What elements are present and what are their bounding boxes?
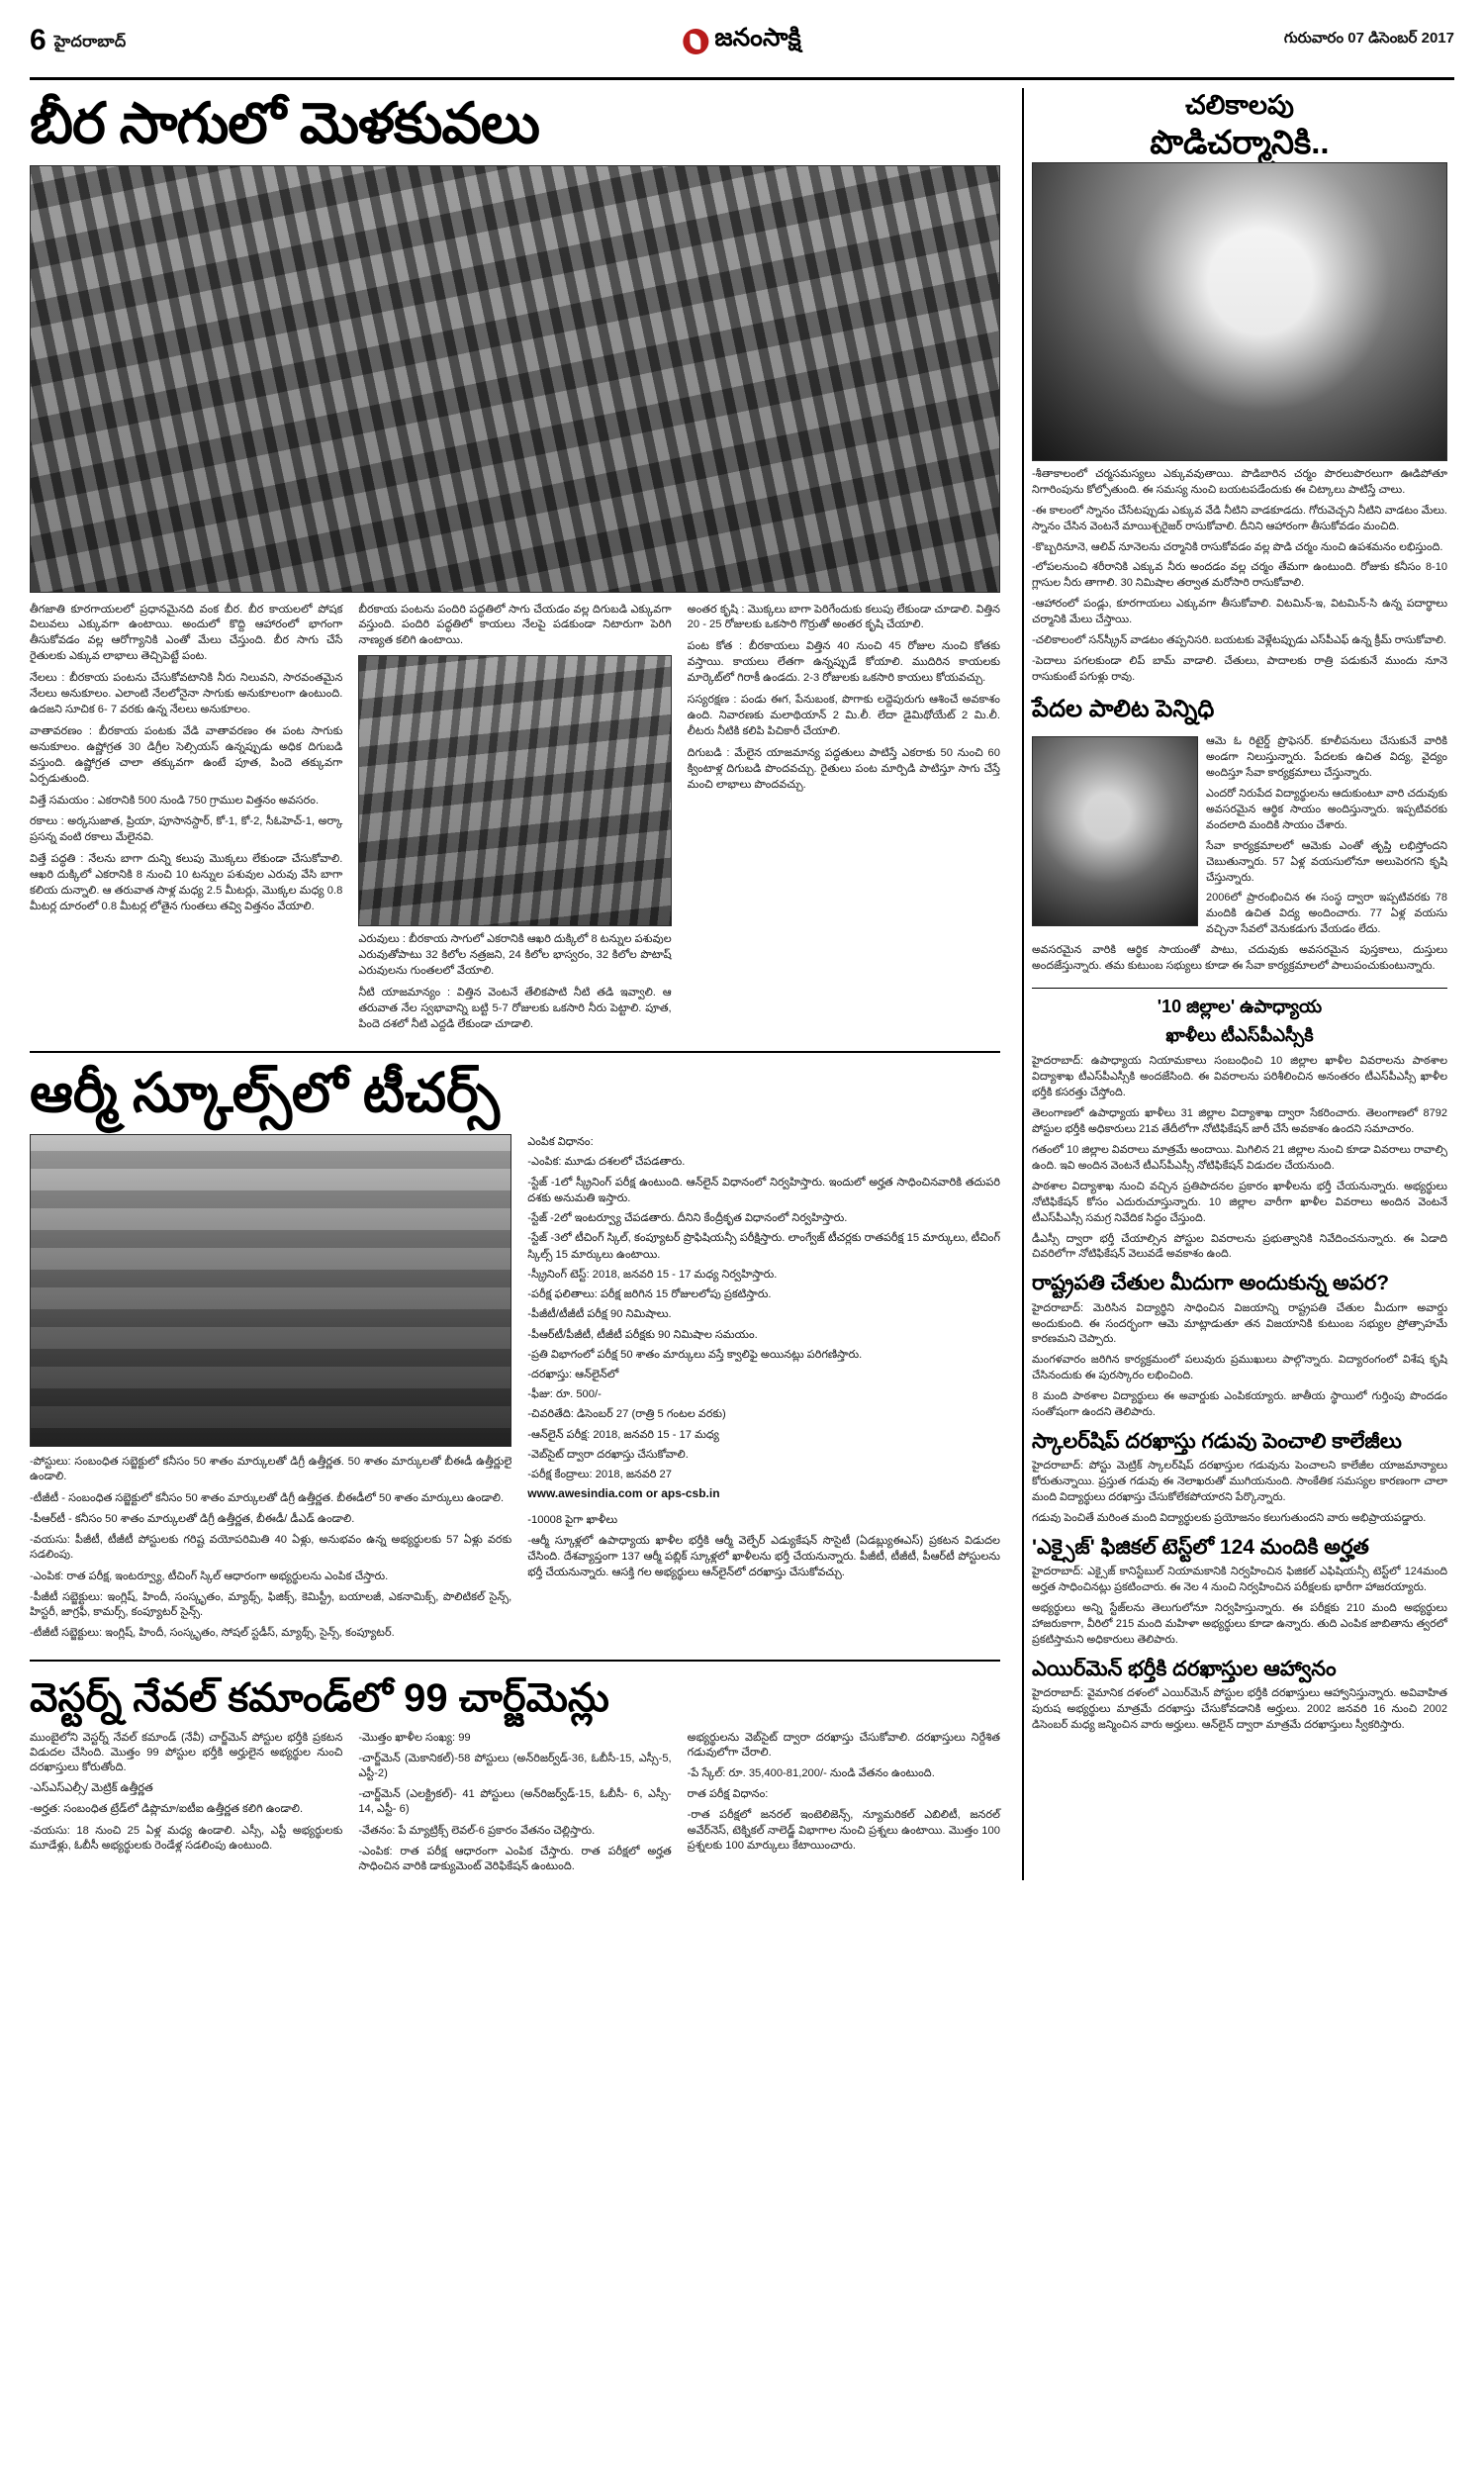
- airmen-story-title: ఎయిర్‌మెన్ భర్తీకి దరఖాస్తుల ఆహ్వానం: [1032, 1657, 1337, 1680]
- list-item: -పోస్టులు: సంబంధిత సబ్జెక్టులో కనీసం 50 శాతం మార్కులతో డిగ్రీ ఉత్తీర్ణత. 50 శాతం మార్కులతో బీఈడీ ఉత్తీర్ణులై ఉండాలి.: [30, 1456, 512, 1483]
- list-item: -స్టేజ్ -3లో టీచింగ్ స్కిల్, కంప్యూటర్ ప్రొఫిషియన్సీ పరీక్షిస్తారు. లాంగ్వేజ్ టీచర్లకు రాతపరీక్ష 15 మార్కులు, టీచింగ్ స్కిల్స్ 15 మార్కులు ఉంటాయి.: [527, 1232, 1000, 1261]
- story-excise-physical-test: [1032, 1535, 1447, 1649]
- scholarship-story-title: స్కాలర్‌షిప్ దరఖాస్తు గడువు పెంచాలి కాలేజీలు: [1032, 1430, 1402, 1454]
- paragraph: పాఠశాల విద్యాశాఖ నుంచి వచ్చిన ప్రతిపాదనల ప్రకారం ఖాళీలను భర్తీ చేయనున్నారు. అభ్యర్థులు నోటిఫికేషన్ కోసం ఎదురుచూస్తున్నారు. 10 జిల్లాల వారీగా ఖాళీల వివరాలు అందిన వెంటనే టీఎస్‌పీఎస్సీ సమగ్ర నివేదిక సిద్ధం చేస్తుంది.: [1032, 1180, 1447, 1224]
- paragraph: వాతావరణం : బీరకాయ పంటకు వేడి వాతావరణం ఈ పంట సాగుకు అనుకూలం. ఉష్ణోగ్రత 30 డిగ్రీల సెల్సియస్ ఉన్నప్పుడు అధిక దిగుబడి వస్తుంది. ఉష్ణోగ్రత చాలా తక్కువగా ఉంటే పూత, పిందె తక్కువగా ఏర్పడుతుంది.: [30, 724, 343, 785]
- paragraph: అవసరమైన వారికి ఆర్థిక సాయంతో పాటు, చదువుకు అవసరమైన పుస్తకాలు, దుస్తులు అందజేస్తున్నారు. తమ కుటుంబ సభ్యులు కూడా ఈ సేవా కార్యక్రమాలలో పాలుపంచుకుంటున్నారు.: [1032, 944, 1447, 973]
- list-item: -ఎంపిక: మూడు దశలలో చేపడతారు.: [527, 1156, 686, 1169]
- paragraph: సేవా కార్యక్రమాలలో ఆమెకు ఎంతో తృప్తి లభిస్తోందని చెబుతున్నారు. 57 ఏళ్ల వయసులోనూ అలుపెరగని కృషి చేస్తున్నారు.: [1206, 839, 1447, 884]
- list-item: -వేతనం: పే మ్యాట్రిక్స్ లెవల్-6 ప్రకారం వేతనం చెల్లిస్తారు.: [358, 1824, 596, 1837]
- paragraph: విత్తే పద్ధతి : నేలను బాగా దున్ని కలుపు మొక్కలు లేకుండా చేసుకోవాలి. ఆఖరి దుక్కిలో ఎకరానికి 8 నుంచి 10 టన్నుల పశువుల ఎరువు వేసి బాగా కలియ దున్నాలి. ఆ తరువాత సాళ్ల మధ్య 2.5 మీటర్లు, మొక్కల మధ్య 0.8 మీటర్ల దూరంలో 0.8 మీటర్ల లోతైన గుంతలు తవ్వి విత్తనం వేయాలి.: [30, 853, 343, 912]
- paragraph: తీగజాతి కూరగాయలలో ప్రధానమైనది వంక బీర. బీర కాయలలో పోషక విలువలు ఎక్కువగా ఉంటాయి. అందులో కొద్ది ఆహారంలో భాగంగా తీసుకోవడం వల్ల ఆరోగ్యానికి ఎంతో మేలు చేస్తుంది. బీర సాగు చేసే రైతులకు ఎక్కువ లాభాలు తెచ్చిపెట్టే పంట.: [30, 603, 343, 663]
- city-edition-label: హైదరాబాద్: [53, 34, 127, 50]
- list-item: -టీజీటీ - సంబంధిత సబ్జెక్టులో కనీసం 50 శాతం మార్కులతో డిగ్రీ ఉత్తీర్ణత. బీఈడీలో 50 శాతం మార్కులు ఉండాలి.: [30, 1491, 505, 1504]
- story3-col2: [358, 1731, 671, 1881]
- left-zone: [30, 88, 1014, 1880]
- excise-story-title: 'ఎక్సైజ్' ఫిజికల్ టెస్ట్‌లో 124 మందికి అర్హత: [1032, 1536, 1369, 1560]
- paragraph: హైదరాబాద్: పోస్టు మెట్రిక్ స్కాలర్‌షిప్ దరఖాస్తుల గడువును పెంచాలని కాలేజీల యాజమాన్యాలు కోరుతున్నాయి. ప్రస్తుత గడువు ఈ నెలాఖరుతో ముగియనుంది. సాంకేతిక సమస్యల కారణంగా చాలా మంది విద్యార్థులు దరఖాస్తు చేసుకోలేకపోయారని పేర్కొన్నారు.: [1032, 1460, 1447, 1504]
- story-army-schools: [30, 1063, 1000, 1648]
- story2-col-left: [30, 1134, 511, 1647]
- paragraph: అంతర కృషి : మొక్కలు బాగా పెరిగేందుకు కలుపు లేకుండా చూడాలి. విత్తిన 20 - 25 రోజులకు ఒకసారి గొర్రుతో అంతర కృషి చేయాలి.: [687, 603, 1000, 631]
- right-zone: [1032, 88, 1447, 1880]
- story-airmen-recruitment: [1032, 1657, 1447, 1734]
- list-item: -ఎస్ఎస్ఎల్సీ/ మెట్రిక్ ఉత్తీర్ణత: [30, 1782, 153, 1795]
- page-number: 6: [30, 24, 46, 56]
- list-item: -స్టేజ్ -1లో స్క్రీనింగ్ పరీక్ష ఉంటుంది. ఆన్‌లైన్ విధానంలో నిర్వహిస్తారు. ఇందులో అర్హత సాధించినవారికి తదుపరి దశకు అనుమతి ఇస్తారు.: [527, 1176, 1000, 1204]
- paragraph: 8 మంది పాఠశాల విద్యార్థులు ఈ అవార్డుకు ఎంపికయ్యారు. జాతీయ స్థాయిలో గుర్తింపు పొందడం సంతోషంగా ఉందని తెలిపారు.: [1032, 1390, 1447, 1419]
- list-item: -ఎంపిక: రాత పరీక్ష ఆధారంగా ఎంపిక చేస్తారు. రాత పరీక్షలో అర్హత సాధించిన వారికి డాక్యుమెంట్ వెరిఫికేషన్ ఉంటుంది.: [358, 1845, 672, 1873]
- list-item: -ఆన్‌లైన్ పరీక్ష: 2018, జనవరి 15 - 17 మధ్య: [527, 1428, 719, 1441]
- date-line: గురువారం 07 డిసెంబర్ 2017: [1283, 30, 1454, 47]
- list-item: -వెబ్‌సైట్ ద్వారా దరఖాస్తు చేసుకోవాలి.: [527, 1448, 689, 1461]
- paragraph: ఎందరో నిరుపేద విద్యార్థులను ఆదుకుంటూ వారి చదువుకు అవసరమైన ఆర్థిక సాయం అందిస్తున్నారు. ఇప్పటివరకు వందలాది మందికి సాయం చేశారు.: [1206, 787, 1447, 831]
- paragraph: నేలలు : బీరకాయ పంటను చేసుకోవటానికి నీరు నిలువని, సారవంతమైన నేలలు అనుకూలం. ఎలాంటి నేలలోనైనా సాగుకు అనుకూలంగా ఉంటుంది. ఉదజని సూచిక 6- 7 వరకు ఉన్న నేలలు అనుకూలం.: [30, 672, 343, 715]
- application-website-link[interactable]: www.awesindia.com or aps-csb.in: [527, 1486, 720, 1501]
- penni-story-photo-wrap: [1032, 736, 1198, 926]
- story-scholarship-deadline: [1032, 1429, 1447, 1527]
- story3-headline: వెస్టర్న్ నేవల్ కమాండ్‌లో 99 చార్జ్‌మెన్లు: [30, 1675, 609, 1720]
- list-item: -అర్హత: సంబంధిత ట్రేడ్‌లో డిప్లొమా/ఐటీఐ ఉత్తీర్ణత కలిగి ఉండాలి.: [30, 1803, 304, 1816]
- paragraph: బీరకాయ పంటను పందిరి పద్ధతిలో సాగు చేయడం వల్ల దిగుబడి ఎక్కువగా వస్తుంది. పందిరి పద్ధతిలో కాయలు నేలపై పడకుండా నిటారుగా పెరిగి నాణ్యత కలిగి ఉంటాయి.: [358, 603, 672, 647]
- list-item: -పరీక్ష ఫలితాలు: పరీక్ష జరిగిన 15 రోజులలోపు ప్రకటిస్తారు.: [527, 1288, 772, 1301]
- story2-columns: [30, 1134, 1000, 1647]
- section-divider: [30, 1660, 1000, 1662]
- list-item: -ఎంపిక: రాత పరీక్ష, ఇంటర్వ్యూ, టీచింగ్ స్కిల్ ఆధారంగా అభ్యర్థులను ఎంపిక చేస్తారు.: [30, 1570, 389, 1582]
- list-item: -వయసు: పీజీటీ, టీజీటీ పోస్టులకు గరిష్ట వయోపరిమితి 40 ఏళ్లు, అనుభవం ఉన్న అభ్యర్థులకు 57 ఏళ్లు వరకు సడలింపు.: [30, 1534, 512, 1562]
- list-item: -మొత్తం ఖాళీల సంఖ్య: 99: [358, 1731, 471, 1744]
- rashtrapati-story-title: రాష్ట్రపతి చేతుల మీదుగా అందుకున్న అపర?: [1032, 1272, 1390, 1295]
- paragraph: తెలంగాణలో ఉపాధ్యాయ ఖాళీలు 31 జిల్లాల విద్యాశాఖ ద్వారా సేకరించారు. తెలంగాణలో 8792 పోస్టుల భర్తీకి అధికారులు 21వ తేదీలోగా నోటిఫికేషన్ జారీ చేసే అవకాశం ఉందని సమాచారం.: [1032, 1106, 1447, 1135]
- section-divider: [30, 1051, 1000, 1053]
- list-item: -దరఖాస్తు: ఆన్‌లైన్‌లో: [527, 1369, 619, 1381]
- paragraph: -శీతాకాలంలో చర్మసమస్యలు ఎక్కువవుతాయి. పొడిబారిన చర్మం పొరలుపొరలుగా ఊడిపోతూ నిగారింపును కోల్పోతుంది. ఈ సమస్య నుంచి బయటపడేందుకు ఈ చిట్కాలు పాటిస్తే చాలు.: [1032, 467, 1447, 496]
- paragraph: హైదరాబాద్: ఉపాధ్యాయ నియామకాలు సంబంధించి 10 జిల్లాల ఖాళీల వివరాలను పాఠశాల విద్యాశాఖ టీఎస్‌పీఎస్సీకి అందజేసింది. ఈ వివరాలను పరిశీలించిన అనంతరం టీఎస్‌పీఎస్సీ ఖాళీల భర్తీకి కసరత్తు చేస్తోంది.: [1032, 1055, 1447, 1099]
- story2-headline: ఆర్మీ స్కూల్స్‌లో టీచర్స్: [30, 1061, 500, 1123]
- list-item: -ప్రతి విభాగంలో పరీక్ష 50 శాతం మార్కులు వస్తే క్వాలిఫై అయినట్లు పరిగణిస్తారు.: [527, 1348, 863, 1361]
- list-item: -పరీక్ష కేంద్రాలు: 2018, జనవరి 27: [527, 1469, 672, 1481]
- paragraph: డీఎస్సీ ద్వారా భర్తీ చేయాల్సిన పోస్టుల వివరాలను ప్రభుత్వానికి నివేదించనున్నారు. ఈ ఏడాది చివరిలోగా నోటిఫికేషన్ వెలువడే అవకాశం ఉంది.: [1032, 1232, 1447, 1261]
- paragraph: -కొబ్బరినూనె, ఆలివ్ నూనెలను చర్మానికి రాసుకోవడం వల్ల పొడి చర్మం నుంచి ఉపశమనం లభిస్తుంది.: [1032, 540, 1443, 553]
- story1-headline: బీర సాగులో మెళకువలు: [30, 92, 540, 155]
- paragraph: హైదరాబాద్: వైమానిక దళంలో ఎయిర్‌మెన్ పోస్టుల భర్తీకి దరఖాస్తులు ఆహ్వానిస్తున్నారు. అవివాహిత పురుష అభ్యర్థులు మాత్రమే దరఖాస్తు చేసుకోవడానికి అర్హులు. 2002 జనవరి 16 నుంచి 2002 డిసెంబర్ మధ్య జన్మించిన వారు అర్హులు. ఆన్‌లైన్ ద్వారా మాత్రమే దరఖాస్తులు స్వీకరిస్తారు.: [1032, 1687, 1447, 1732]
- list-item: -పే స్కేల్: రూ. 35,400-81,200/- నుండి వేతనం ఉంటుంది.: [687, 1767, 935, 1780]
- section-divider: [1032, 988, 1447, 989]
- paragraph: ఆమె ఓ రిటైర్డ్ ప్రొఫెసర్. కూలీపనులు చేసుకునే వారికి అండగా నిలుస్తున్నారు. పేదలకు ఉచిత విద్య, వైద్యం అందిస్తూ సేవా కార్యక్రమాలు చేస్తున్నారు.: [1206, 735, 1447, 779]
- story-tspsc-vacancies: [1032, 997, 1447, 1263]
- list-item: -10008 పైగా ఖాళీలు: [527, 1514, 618, 1527]
- list-item: ఎంపిక విధానం:: [527, 1136, 594, 1149]
- skin-story-headline: పొడిచర్మానికి..: [1150, 123, 1330, 160]
- paragraph: 2006లో ప్రారంభించిన ఈ సంస్థ ద్వారా ఇప్పటివరకు 78 మందికి ఉచిత విద్య అందించారు. 77 ఏళ్ల వయసు వచ్చినా సేవలో వెనుకడుగు వేయడం లేదు.: [1206, 892, 1447, 936]
- page-body: [30, 88, 1454, 1880]
- list-item: -రాత పరీక్షలో జనరల్ ఇంటెలిజెన్స్, న్యూమరికల్ ఎబిలిటీ, జనరల్ అవేర్‌నెస్, టెక్నికల్ నాలెడ్జ్ విభాగాల నుంచి ప్రశ్నలు ఉంటాయి. మొత్తం 100 ప్రశ్నలకు 100 మార్కులు కేటాయించారు.: [687, 1809, 1000, 1852]
- paragraph: మంగళవారం జరిగిన కార్యక్రమంలో పలువురు ప్రముఖులు పాల్గొన్నారు. విద్యారంగంలో విశేష కృషి చేసినందుకు ఈ పురస్కారం లభించింది.: [1032, 1354, 1447, 1382]
- paragraph: అభ్యర్థులను వెబ్‌సైట్ ద్వారా దరఖాస్తు చేసుకోవాలి. దరఖాస్తులు నిర్దేశిత గడువులోగా చేరాలి.: [687, 1731, 1000, 1759]
- list-item: -ఆర్మీ స్కూళ్లలో ఉపాధ్యాయ ఖాళీల భర్తీకి ఆర్మీ వెల్ఫేర్ ఎడ్యుకేషన్ సొసైటీ (ఏడబ్ల్యుఈఎస్) ప్రకటన విడుదల చేసింది. దేశవ్యాప్తంగా 137 ఆర్మీ పబ్లిక్ స్కూళ్లలో ఖాళీలను భర్తీ చేయనున్నారు. పీజీటీ, టీజీటీ, పీఆర్‌టీ పోస్టులను భర్తీ చేయనున్నారు. ఆసక్తి గల అభ్యర్థులు ఆన్‌లైన్‌లో దరఖాస్తు చేసుకోవచ్చు.: [527, 1534, 1000, 1579]
- story3-col3: [688, 1731, 1000, 1881]
- paragraph: హైదరాబాద్: ఎక్సైజ్ కానిస్టేబుల్ నియామకానికి నిర్వహించిన ఫిజికల్ ఎఫిషియన్సీ టెస్ట్‌లో 124మంది అర్హత సాధించినట్లు ప్రకటించారు. ఈ నెల 4 నుంచి నిర్వహించిన పరీక్షలకు భారీగా హాజరయ్యారు.: [1032, 1566, 1447, 1594]
- story1-col1: [30, 603, 342, 1039]
- story-western-naval-command: [30, 1675, 1000, 1881]
- story-pedala-penniidhi: [1032, 696, 1447, 980]
- penni-story-title: పేదల పాలిట పెన్నిధి: [1032, 696, 1215, 723]
- paragraph: సస్యరక్షణ : పండు ఈగ, పేనుబంక, పొగాకు లద్దెపురుగు ఆశించే అవకాశం ఉంది. నివారణకు మలాథియాన్ 2 మి.లీ. లేదా డైమిథోయేట్ 2 మి.లీ. లీటరు నీటికి కలిపి పిచికారీ చేయాలి.: [687, 694, 1000, 737]
- list-item: -చార్జ్‌మెన్ (మెకానికల్)-58 పోస్టులు (అన్‌రిజర్వ్‌డ్-36, ఓబీసీ-15, ఎస్సీ-5, ఎస్టీ-2): [358, 1752, 672, 1780]
- penni-story-photo-speaker: [1032, 736, 1198, 926]
- list-item: -పీఆర్‌టీ/పీజీటీ, టీజీటీ పరీక్షకు 90 నిమిషాల సమయం.: [527, 1328, 758, 1341]
- paragraph: విత్తే సమయం : ఎకరానికి 500 నుండి 750 గ్రాముల విత్తనం అవసరం.: [30, 794, 320, 807]
- list-item: -వయసు: 18 నుంచి 25 ఏళ్ల మధ్య ఉండాలి. ఎస్సీ, ఎస్టీ అభ్యర్థులకు మూడేళ్లు, ఓబీసీ అభ్యర్థులకు రెండేళ్ల సడలింపు ఉంటుంది.: [30, 1824, 343, 1852]
- story-beera-cultivation: [30, 94, 1000, 1039]
- paragraph: గతంలో 10 జిల్లాల వివరాలు మాత్రమే అందాయి. మిగిలిన 21 జిల్లాల నుంచి కూడా వివరాలు రావాల్సి ఉంది. ఇవి అందిన వెంటనే టీఎస్‌పీఎస్సీ నోటిఫికేషన్ విడుదల చేయనుంది.: [1032, 1143, 1447, 1172]
- newspaper-logo-icon: [683, 29, 708, 54]
- list-item: -చార్జ్‌మెన్ (ఎలక్ట్రికల్)- 41 పోస్టులు (అన్‌రిజర్వ్‌డ్-15, ఓబీసీ- 6, ఎస్సీ- 14, ఎస్టీ- 6): [358, 1788, 672, 1816]
- list-item: -స్క్రీనింగ్ టెస్ట్: 2018, జనవరి 15 - 17 మధ్య నిర్వహిస్తారు.: [527, 1268, 778, 1281]
- paragraph: -పెదాలు పగలకుండా లిప్ బామ్ వాడాలి. చేతులు, పాదాలకు రాత్రి పడుకునే ముందు నూనె రాసుకుంటే పగుళ్లు రావు.: [1032, 655, 1447, 684]
- paragraph: గడువు పెంచితే మరింత మంది విద్యార్థులకు ప్రయోజనం కలుగుతుందని వారు అభిప్రాయపడ్డారు.: [1032, 1512, 1427, 1525]
- paragraph: దిగుబడి : మేలైన యాజమాన్య పద్ధతులు పాటిస్తే ఎకరాకు 50 నుంచి 60 క్వింటాళ్ల దిగుబడి పొందవచ్చు. రైతులు పంట మార్పిడి పాటిస్తూ సాగు చేస్తే మంచి లాభాలు పొందవచ్చు.: [687, 746, 1000, 791]
- story-rashtrapati-award: [1032, 1271, 1447, 1421]
- paragraph: -ఆహారంలో పండ్లు, కూరగాయలు ఎక్కువగా తీసుకోవాలి. విటమిన్-ఇ, విటమిన్-సి ఉన్న పదార్థాలు చర్మానికి మేలు చేస్తాయి.: [1032, 598, 1447, 626]
- list-item: -పీజీటీ సబ్జెక్టులు: ఇంగ్లిష్, హిందీ, సంస్కృతం, మ్యాథ్స్, ఫిజిక్స్, కెమిస్ట్రీ, బయాలజీ, ఎకనామిక్స్, పొలిటికల్ సైన్స్, హిస్టరీ, జాగ్రఫీ, కామర్స్, కంప్యూటర్ సైన్స్.: [30, 1590, 512, 1619]
- story1-columns: [30, 603, 1000, 1039]
- list-item: -చివరితేది: డిసెంబర్ 27 (రాత్రి 5 గంటల వరకు): [527, 1408, 726, 1421]
- story2-photo-classroom: [30, 1134, 511, 1447]
- column-divider: [1022, 88, 1024, 1880]
- masthead-left: [30, 26, 126, 57]
- subheading: రాత పరీక్ష విధానం:: [687, 1788, 769, 1801]
- story1-col3: [688, 603, 1000, 1039]
- paragraph: పంట కోత : బీరకాయలు విత్తిన 40 నుంచి 45 రోజుల నుంచి కోతకు వస్తాయి. కాయలు లేతగా ఉన్నప్పుడే కోయాలి. ముదిరిన కాయలకు మార్కెట్‌లో గిరాకీ ఉండదు. 2-3 రోజులకు ఒకసారి కాయలు కోయవచ్చు.: [687, 640, 1000, 685]
- list-item: -స్టేజ్ -2లో ఇంటర్వ్యూ చేపడతారు. దీనిని కేంద్రీకృత విధానంలో నిర్వహిస్తారు.: [527, 1212, 848, 1225]
- paragraph: హైదరాబాద్: మెరిసిన విద్యార్థిని సాధించిన విజయాన్ని రాష్ట్రపతి చేతుల మీదుగా అవార్డు అందుకుంది. ఈ సందర్భంగా ఆమె మాట్లాడుతూ తన విజయానికి కుటుంబ సభ్యుల ప్రోత్సాహమే కారణమని చెప్పారు.: [1032, 1301, 1447, 1346]
- newspaper-title: జనంసాక్షి: [714, 24, 801, 51]
- paragraph: అభ్యర్థులు అన్ని స్టేజ్‌లను తెలుగులోనూ నిర్వహిస్తున్నారు. ఈ పరీక్షకు 210 మంది అభ్యర్థులు హాజరుకాగా, వీరిలో 215 మంది మహిళా అభ్యర్థులు కూడా ఉన్నారు. తుది ఎంపిక జాబితాను త్వరలో ప్రకటిస్తామని అధికారులు తెలిపారు.: [1032, 1602, 1447, 1647]
- story1-col2: [358, 603, 671, 1039]
- masthead-logo: [683, 24, 800, 58]
- tspsc-kicker-line2: ఖాళీలు టీఎస్‌పీఎస్సీకి: [1165, 1025, 1314, 1046]
- story-winter-skin: [1032, 90, 1447, 686]
- story3-columns: [30, 1731, 1000, 1881]
- paragraph: -లోపలనుంచి శరీరానికి ఎక్కువ నీరు అందడం వల్ల చర్మం తేమగా ఉంటుంది. రోజుకు కనీసం 8-10 గ్లాసుల నీరు తాగాలి. 30 నిమిషాల తర్వాత మరోసారి రాసుకోవాలి.: [1032, 561, 1447, 590]
- story2-col-mid: [527, 1134, 1000, 1647]
- paragraph: -చలికాలంలో సన్‌స్క్రీన్ వాడటం తప్పనిసరి. బయటకు వెళ్లేటప్పుడు ఎస్‌పీఎఫ్ ఉన్న క్రీమ్ రాసుకోవాలి.: [1032, 634, 1446, 647]
- list-item: -టీజీటీ సబ్జెక్టులు: ఇంగ్లిష్, హిందీ, సంస్కృతం, సోషల్ స్టడీస్, మ్యాథ్స్, సైన్స్, కంప్యూటర్.: [30, 1627, 395, 1640]
- tspsc-kicker-line1: '10 జిల్లాల' ఉపాధ్యాయ: [1157, 997, 1323, 1017]
- paragraph: ముంబైలోని వెస్టర్న్ నేవల్ కమాండ్ (నేవీ) చార్జ్‌మెన్ పోస్టుల భర్తీకి ప్రకటన విడుదల చేసింది. మొత్తం 99 పోస్టుల భర్తీకి అర్హులైన అభ్యర్థుల నుంచి దరఖాస్తులు కోరుతోంది.: [30, 1731, 343, 1774]
- list-item: -ఫీజు: రూ. 500/-: [527, 1388, 602, 1401]
- paragraph: -ఈ కాలంలో స్నానం చేసేటప్పుడు ఎక్కువ వేడి నీటిని వాడకూడదు. గోరువెచ్చని నీటిని వాడటం మేలు. స్నానం చేసిన వెంటనే మాయిశ్చరైజర్ రాసుకోవాలి. దీనిని ఆహారంగా తీసుకోవడం మంచిది.: [1032, 504, 1447, 532]
- paragraph: నీటి యాజమాన్యం : విత్తిన వెంటనే తేలికపాటి నీటి తడి ఇవ్వాలి. ఆ తరువాత నేల స్వభావాన్ని బట్టి 5-7 రోజులకు ఒకసారి నీరు పెట్టాలి. పూత, పిందె దశలో నీటి ఎద్దడి లేకుండా చూడాలి.: [358, 986, 672, 1030]
- paragraph: ఎరువులు : బీరకాయ సాగులో ఎకరానికి ఆఖరి దుక్కిలో 8 టన్నుల పశువుల ఎరువుతోపాటు 32 కిలోల నత్రజని, 24 కిలోల భాస్వరం, 32 కిలోల పొటాష్ ఎరువులను గుంతలలో వేయాలి.: [358, 933, 672, 978]
- skin-story-kicker: చలికాలపు: [1185, 90, 1294, 120]
- skin-story-photo-woman: [1032, 162, 1447, 461]
- masthead: [30, 26, 1454, 80]
- story3-col1: [30, 1731, 342, 1881]
- list-item: -పీఆర్‌టీ - కనీసం 50 శాతం మార్కులతో డిగ్రీ ఉత్తీర్ణత, బీఈడీ/ డీఎడ్ ఉండాలి.: [30, 1512, 355, 1525]
- paragraph: రకాలు : అర్కసుజాత, ప్రియా, పూసానస్దార్, కో-1, కో-2, సీఓహెచ్-1, అర్కా ప్రసన్న వంటి రకాలు మేలైనవి.: [30, 815, 343, 844]
- list-item: -పీజీటీ/టీజీటీ పరీక్ష 90 నిమిషాలు.: [527, 1308, 672, 1321]
- story1-photo-ridgegourd: [30, 165, 1000, 593]
- story1-photo-pandiri: [358, 655, 671, 926]
